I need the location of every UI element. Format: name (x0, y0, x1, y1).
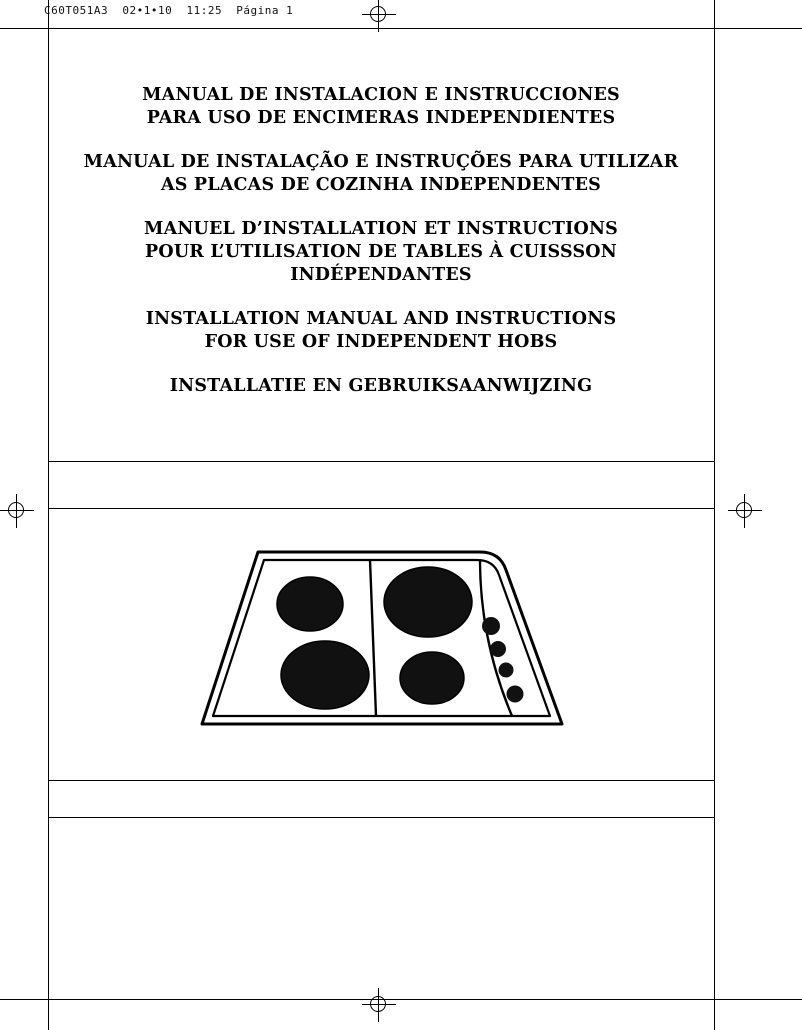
registration-mark-top (362, 0, 396, 32)
title-french-line-3: INDÉPENDANTES (290, 265, 472, 285)
divider-rule-upper-1 (48, 461, 714, 462)
control-knob-2 (490, 641, 506, 657)
registration-crosshair-vertical (378, 988, 379, 1022)
burner-rear-right (384, 567, 472, 637)
trim-line-right (714, 0, 715, 1030)
registration-mark-right (728, 494, 762, 528)
divider-rule-lower-1 (48, 780, 714, 781)
title-english-line-1: INSTALLATION MANUAL AND INSTRUCTIONS (145, 309, 617, 329)
registration-mark-left (0, 494, 34, 528)
cooktop-hob-icon (180, 530, 580, 750)
registration-crosshair-vertical (378, 0, 379, 32)
trim-line-bottom (0, 999, 802, 1000)
divider-rule-lower-2 (48, 817, 714, 818)
registration-crosshair-vertical (744, 494, 745, 528)
control-knob-3 (499, 663, 514, 678)
title-portuguese-line-2: AS PLACAS DE COZINHA INDEPENDENTES (160, 175, 602, 195)
title-english (48, 308, 714, 354)
title-french-line-2: POUR L’UTILISATION DE TABLES À CUISSSON (145, 242, 617, 262)
title-portuguese-line-1: MANUAL DE INSTALAÇÃO E INSTRUÇÕES PARA UTILIZAR (83, 152, 679, 172)
title-french (48, 218, 714, 287)
registration-crosshair-vertical (16, 494, 17, 528)
title-portuguese (48, 151, 714, 197)
control-knob-1 (482, 617, 500, 635)
title-french-line-1: MANUEL D’INSTALLATION ET INSTRUCTIONS (144, 219, 618, 239)
burner-front-right (400, 652, 464, 704)
divider-rule-upper-2 (48, 508, 714, 509)
hob-surface-panel (213, 560, 550, 716)
title-dutch-line-1: INSTALLATIE EN GEBRUIKSAANWIJZING (169, 376, 593, 396)
cooktop-hob-illustration (180, 530, 580, 750)
job-ticket-text: C60T051A3 02•1•10 11:25 Página 1 (44, 4, 294, 17)
title-dutch (48, 375, 714, 398)
control-knob-4 (507, 686, 524, 703)
registration-mark-bottom (362, 988, 396, 1022)
title-spanish-line-1: MANUAL DE INSTALACION E INSTRUCCIONES (142, 85, 620, 105)
burner-front-left (281, 641, 369, 709)
title-spanish-line-2: PARA USO DE ENCIMERAS INDEPENDIENTES (146, 108, 616, 128)
title-spanish (48, 84, 714, 130)
title-block-group (48, 84, 714, 398)
burner-rear-left (277, 577, 343, 631)
title-english-line-2: FOR USE OF INDEPENDENT HOBS (204, 332, 558, 352)
trim-line-top (0, 28, 802, 29)
